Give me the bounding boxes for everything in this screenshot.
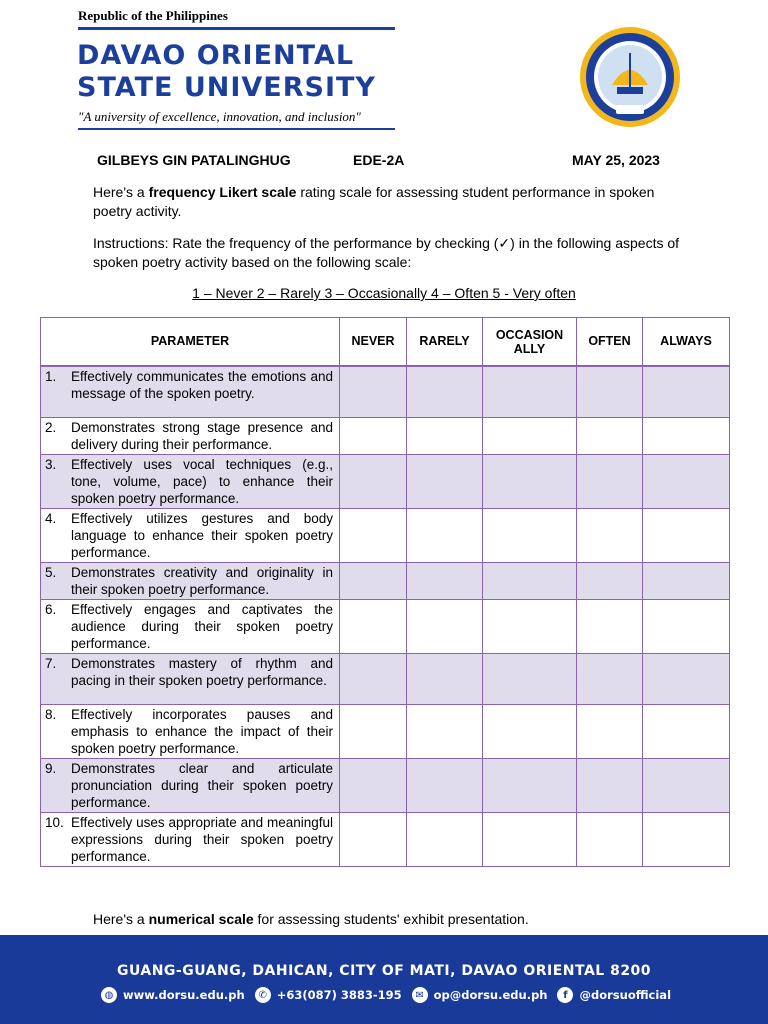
phone-icon: ✆ <box>255 987 271 1003</box>
rating-table <box>40 317 730 867</box>
rating-cell-occasionally[interactable] <box>483 454 577 508</box>
footer-email[interactable]: op@dorsu.edu.ph <box>433 988 548 1002</box>
parameter-cell <box>41 508 340 562</box>
header-rule-bottom <box>78 128 395 130</box>
footer <box>0 935 768 1024</box>
republic-label: Republic of the Philippines <box>78 8 228 23</box>
rating-cell-never[interactable] <box>340 417 407 454</box>
rating-cell-rarely[interactable] <box>407 653 483 704</box>
rating-cell-occasionally[interactable] <box>483 704 577 758</box>
parameter-text: Demonstrates creativity and originality in their spoken poetry performance. <box>71 564 333 597</box>
rating-cell-often[interactable] <box>577 599 643 653</box>
rating-cell-rarely[interactable] <box>407 704 483 758</box>
rating-cell-never[interactable] <box>340 653 407 704</box>
rating-cell-never[interactable] <box>340 562 407 599</box>
globe-icon: ◍ <box>101 987 117 1003</box>
parameter-number: 9. <box>45 760 57 776</box>
parameter-number: 4. <box>45 510 57 526</box>
bottom-note-before: Here's a <box>93 911 149 927</box>
scale-legend: 1 – Never 2 – Rarely 3 – Occasionally 4 – Often 5 - Very often <box>192 285 576 301</box>
parameter-text: Demonstrates clear and articulate pronunciation during their spoken poetry performance. <box>71 760 333 810</box>
student-section: EDE-2A <box>353 152 405 168</box>
rating-cell-always[interactable] <box>643 599 730 653</box>
table-row <box>41 366 730 417</box>
table-row <box>41 758 730 812</box>
university-name-line2: STATE UNIVERSITY <box>77 72 376 103</box>
parameter-text: Effectively incorporates pauses and emphasis to enhance the impact of their spoken poetry performance. <box>71 706 333 756</box>
rating-cell-often[interactable] <box>577 758 643 812</box>
rating-cell-always[interactable] <box>643 366 730 417</box>
table-row <box>41 599 730 653</box>
parameter-number: 5. <box>45 564 57 580</box>
table-row <box>41 508 730 562</box>
rating-cell-often[interactable] <box>577 417 643 454</box>
rating-cell-rarely[interactable] <box>407 417 483 454</box>
motto: "A university of excellence, innovation, and inclusion" <box>78 109 361 124</box>
intro-before: Here's a <box>93 184 149 200</box>
parameter-text: Effectively communicates the emotions and message of the spoken poetry. <box>71 369 333 401</box>
bottom-note <box>93 911 529 927</box>
rating-cell-rarely[interactable] <box>407 812 483 866</box>
footer-contacts <box>0 987 768 1003</box>
intro-after: rating scale for assessing student performance in spoken poetry activity. <box>93 184 655 219</box>
parameter-cell <box>41 366 340 417</box>
table-row <box>41 417 730 454</box>
rating-cell-rarely[interactable] <box>407 758 483 812</box>
rating-cell-never[interactable] <box>340 758 407 812</box>
table-row <box>41 562 730 599</box>
parameter-number: 7. <box>45 655 57 671</box>
table-row <box>41 653 730 704</box>
parameter-cell <box>41 704 340 758</box>
rating-cell-rarely[interactable] <box>407 454 483 508</box>
table-header-row <box>41 318 730 367</box>
rating-cell-always[interactable] <box>643 704 730 758</box>
rating-cell-never[interactable] <box>340 704 407 758</box>
rating-cell-never[interactable] <box>340 508 407 562</box>
parameter-cell <box>41 562 340 599</box>
rating-cell-always[interactable] <box>643 562 730 599</box>
parameter-cell <box>41 454 340 508</box>
header-rule <box>78 27 395 30</box>
header-always: ALWAYS <box>643 318 730 367</box>
parameter-number: 2. <box>45 419 57 435</box>
parameter-number: 3. <box>45 456 57 472</box>
intro-bold: frequency Likert scale <box>148 184 297 200</box>
bottom-note-bold: numerical scale <box>148 911 254 927</box>
university-name-line1: DAVAO ORIENTAL <box>77 40 355 71</box>
parameter-cell <box>41 417 340 454</box>
rating-cell-occasionally[interactable] <box>483 758 577 812</box>
university-seal-icon <box>572 25 684 129</box>
footer-phone[interactable]: +63(087) 3883-195 <box>276 988 402 1002</box>
rating-cell-never[interactable] <box>340 366 407 417</box>
rating-cell-rarely[interactable] <box>407 366 483 417</box>
student-name: GILBEYS GIN PATALINGHUG <box>97 152 291 168</box>
table-row <box>41 812 730 866</box>
rating-cell-rarely[interactable] <box>407 599 483 653</box>
parameter-text: Demonstrates strong stage presence and delivery during their performance. <box>71 419 333 452</box>
rating-cell-occasionally[interactable] <box>483 599 577 653</box>
rating-cell-always[interactable] <box>643 508 730 562</box>
header-parameter: PARAMETER <box>41 318 340 367</box>
rating-cell-often[interactable] <box>577 562 643 599</box>
intro-paragraph <box>93 183 693 221</box>
header-occasionally: OCCASION ALLY <box>483 318 577 367</box>
rating-cell-often[interactable] <box>577 704 643 758</box>
rating-cell-rarely[interactable] <box>407 562 483 599</box>
parameter-number: 1. <box>45 369 57 384</box>
rating-cell-occasionally[interactable] <box>483 653 577 704</box>
table-row <box>41 704 730 758</box>
parameter-number: 8. <box>45 706 57 722</box>
rating-cell-always[interactable] <box>643 417 730 454</box>
rating-cell-occasionally[interactable] <box>483 508 577 562</box>
rating-cell-always[interactable] <box>643 653 730 704</box>
parameter-text: Effectively utilizes gestures and body language to enhance their spoken poetry performance. <box>71 510 333 560</box>
rating-cell-never[interactable] <box>340 599 407 653</box>
footer-address: GUANG-GUANG, DAHICAN, CITY OF MATI, DAVAO ORIENTAL 8200 <box>116 963 652 979</box>
rating-cell-often[interactable] <box>577 812 643 866</box>
rating-cell-occasionally[interactable] <box>483 812 577 866</box>
parameter-text: Effectively uses appropriate and meaningful expressions during their spoken poetry performance. <box>71 814 333 864</box>
parameter-cell <box>41 758 340 812</box>
rating-cell-often[interactable] <box>577 653 643 704</box>
rating-cell-always[interactable] <box>643 812 730 866</box>
footer-website[interactable]: www.dorsu.edu.ph <box>122 988 245 1002</box>
parameter-cell <box>41 599 340 653</box>
parameter-text: Effectively engages and captivates the audience during their spoken poetry performance. <box>71 601 333 651</box>
rating-cell-occasionally[interactable] <box>483 366 577 417</box>
mail-icon: ✉ <box>412 987 428 1003</box>
rating-cell-never[interactable] <box>340 454 407 508</box>
footer-social[interactable]: @dorsuofficial <box>579 988 672 1002</box>
rating-cell-rarely[interactable] <box>407 508 483 562</box>
parameter-cell <box>41 812 340 866</box>
parameter-cell <box>41 653 340 704</box>
rating-cell-always[interactable] <box>643 454 730 508</box>
rating-cell-often[interactable] <box>577 508 643 562</box>
bottom-note-after: for assessing students' exhibit presentation. <box>253 911 529 927</box>
parameter-text: Effectively uses vocal techniques (e.g., tone, volume, pace) to enhance their spoken poetry performance. <box>71 456 333 506</box>
header-never: NEVER <box>340 318 407 367</box>
rating-cell-occasionally[interactable] <box>483 417 577 454</box>
document-date: MAY 25, 2023 <box>572 152 660 168</box>
table-row <box>41 454 730 508</box>
parameter-number: 10. <box>45 814 64 830</box>
rating-cell-often[interactable] <box>577 454 643 508</box>
rating-cell-always[interactable] <box>643 758 730 812</box>
parameter-number: 6. <box>45 601 57 617</box>
facebook-icon: f <box>557 987 573 1003</box>
header-rarely: RARELY <box>407 318 483 367</box>
header-often: OFTEN <box>577 318 643 367</box>
rating-cell-often[interactable] <box>577 366 643 417</box>
parameter-text: Demonstrates mastery of rhythm and pacing in their spoken poetry performance. <box>71 655 333 688</box>
instructions-paragraph: Instructions: Rate the frequency of the performance by checking (✓) in the following aspects of spoken poetry activity based on the following scale: <box>93 235 680 270</box>
rating-cell-occasionally[interactable] <box>483 562 577 599</box>
rating-cell-never[interactable] <box>340 812 407 866</box>
university-name <box>77 40 376 104</box>
